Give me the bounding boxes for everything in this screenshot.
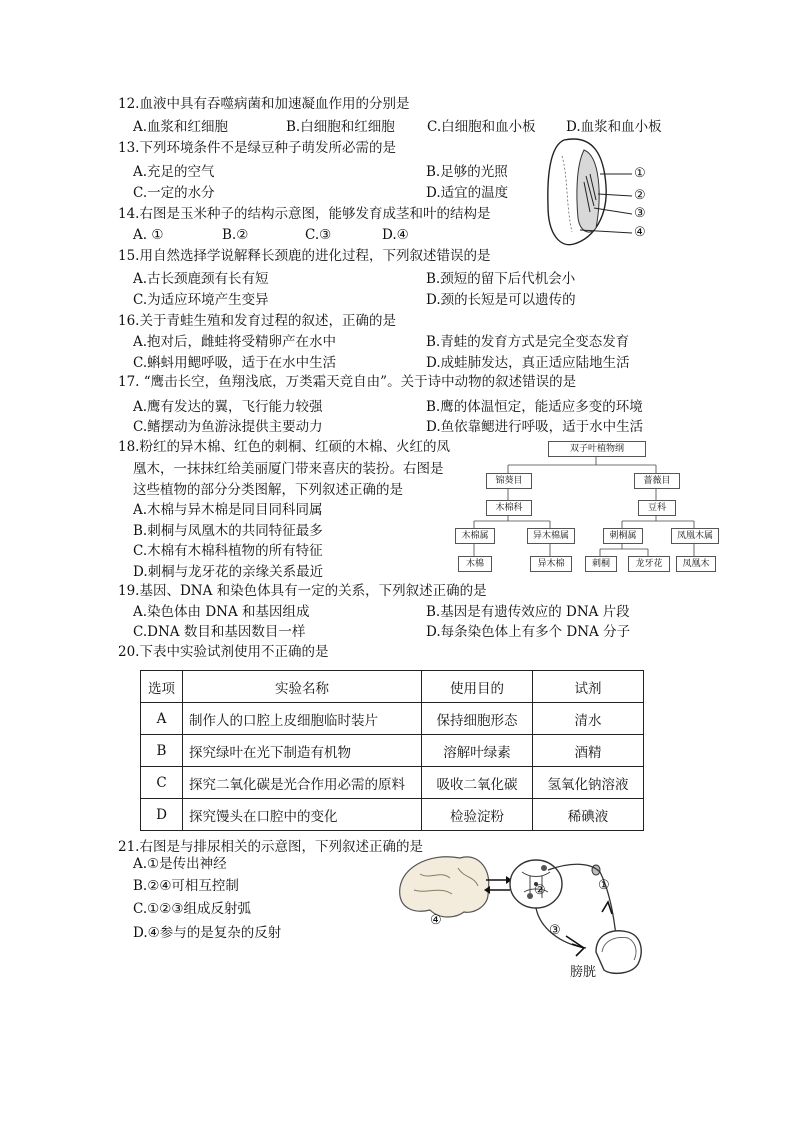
q12-stem: 12.血液中具有吞噬病菌和加速凝血作用的分别是	[118, 96, 410, 112]
q17-stem: 17. “鹰击长空，鱼翔浅底，万类霜天竞自由”。关于诗中动物的叙述错误的是	[118, 374, 577, 390]
q14-option-a: A. ①	[133, 227, 164, 243]
taxonomy-class: 双子叶植物纲	[548, 441, 646, 457]
q19-stem: 19.基因、DNA 和染色体具有一定的关系，下列叙述正确的是	[118, 583, 487, 599]
q13-option-b: B.足够的光照	[426, 164, 508, 180]
q17-option-a: A.鹰有发达的翼，飞行能力较强	[133, 399, 323, 415]
q17-option-b: B.鹰的体温恒定，能适应多变的环境	[426, 399, 643, 415]
taxonomy-family-1: 木棉科	[486, 500, 532, 516]
taxonomy-species-5: 凤凰木	[676, 556, 716, 572]
reflex-label-2: ②	[534, 883, 546, 898]
table-cell: 吸收二氧化碳	[422, 767, 533, 799]
q18-option-b: B.刺桐与凤凰木的共同特征最多	[133, 523, 323, 539]
table-cell: 保持细胞形态	[422, 703, 533, 735]
table-cell: 稀碘液	[533, 799, 644, 831]
q14-option-d: D.④	[382, 227, 409, 243]
q15-option-a: A.古长颈鹿颈有长有短	[133, 271, 269, 287]
q17-option-d: D.鱼依靠鳃进行呼吸，适于水中生活	[426, 419, 644, 435]
q12-option-b: B.白细胞和红细胞	[286, 119, 395, 135]
table-header-row	[141, 671, 644, 703]
q17-option-c: C.鳍摆动为鱼游泳提供主要动力	[133, 419, 323, 435]
table-row	[141, 767, 644, 799]
q16-option-a: A.抱对后，雌蛙将受精卵产在水中	[133, 334, 337, 350]
q21-stem: 21.右图是与排尿相关的示意图，下列叙述正确的是	[118, 839, 423, 855]
q16-option-d: D.成蛙肺发达，真正适应陆地生活	[426, 355, 630, 371]
taxonomy-family-2: 豆科	[638, 500, 676, 516]
table-cell: 探究二氧化碳是光合作用必需的原料	[183, 767, 422, 799]
table-header: 使用目的	[422, 671, 533, 703]
brain-shape	[400, 857, 489, 917]
table-cell: 清水	[533, 703, 644, 735]
taxonomy-species-3: 刺桐	[585, 556, 617, 572]
q14-option-c: C.③	[305, 227, 332, 243]
q21-option-c: C.①②③组成反射弧	[133, 901, 251, 917]
seed-label-4: ④	[634, 225, 646, 240]
taxonomy-genus-3: 刺桐属	[603, 528, 643, 544]
q13-option-a: A.充足的空气	[133, 164, 215, 180]
table-cell: 氢氧化钠溶液	[533, 767, 644, 799]
q12-option-a: A.血浆和红细胞	[133, 119, 229, 135]
reflex-label-4: ④	[430, 913, 442, 928]
table-cell: B	[141, 735, 183, 767]
taxonomy-order-2: 蔷薇目	[634, 473, 680, 489]
q13-option-c: C.一定的水分	[133, 185, 215, 201]
table-row	[141, 703, 644, 735]
q19-option-a: A.染色体由 DNA 和基因组成	[133, 604, 310, 620]
q12-option-c: C.白细胞和血小板	[427, 119, 536, 135]
table-cell: 酒精	[533, 735, 644, 767]
reagent-table	[140, 670, 644, 831]
q15-option-b: B.颈短的留下后代机会小	[426, 271, 576, 287]
q15-option-c: C.为适应环境产生变异	[133, 292, 269, 308]
q16-option-b: B.青蛙的发育方式是完全变态发育	[426, 334, 630, 350]
taxonomy-species-1: 木棉	[458, 556, 492, 572]
q21-option-a: A.①是传出神经	[133, 856, 227, 872]
q19-option-b: B.基因是有遗传效应的 DNA 片段	[426, 604, 630, 620]
table-header: 选项	[141, 671, 183, 703]
table-cell: D	[141, 799, 183, 831]
table-row	[141, 799, 644, 831]
taxonomy-genus-4: 凤凰木属	[671, 528, 719, 544]
taxonomy-species-2: 异木棉	[530, 556, 572, 572]
q18-option-c: C.木棉有木棉科植物的所有特征	[133, 543, 323, 559]
table-cell: 溶解叶绿素	[422, 735, 533, 767]
table-cell: 检验淀粉	[422, 799, 533, 831]
q18-option-d: D.刺桐与龙牙花的亲缘关系最近	[133, 564, 324, 580]
q18-stem-line-3: 这些植物的部分分类图解，下列叙述正确的是	[133, 482, 403, 498]
taxonomy-genus-1: 木棉属	[455, 528, 495, 544]
table-header: 实验名称	[183, 671, 422, 703]
q15-stem: 15.用自然选择学说解释长颈鹿的进化过程，下列叙述错误的是	[118, 248, 491, 264]
q21-option-b: B.②④可相互控制	[133, 878, 239, 894]
taxonomy-species-4: 龙牙花	[628, 556, 670, 572]
reflex-label-3: ③	[549, 923, 561, 938]
table-header: 试剂	[533, 671, 644, 703]
q13-option-d: D.适宜的温度	[426, 185, 509, 201]
q16-stem: 16.关于青蛙生殖和发育过程的叙述，正确的是	[118, 313, 396, 329]
table-cell: 探究绿叶在光下制造有机物	[183, 735, 422, 767]
q12-option-d: D.血浆和血小板	[566, 119, 662, 135]
seed-label-2: ②	[634, 188, 646, 203]
seed-label-1: ①	[634, 166, 646, 181]
q13-stem: 13.下列环境条件不是绿豆种子萌发所必需的是	[118, 140, 396, 156]
q14-option-b: B.②	[222, 227, 249, 243]
seed-label-3: ③	[634, 206, 646, 221]
bladder-label: 膀胱	[570, 965, 597, 980]
q19-option-d: D.每条染色体上有多个 DNA 分子	[426, 624, 631, 640]
table-row	[141, 735, 644, 767]
taxonomy-order-1: 锦葵目	[486, 473, 532, 489]
bladder	[596, 931, 641, 974]
q18-option-a: A.木棉与异木棉是同目同科同属	[133, 502, 323, 518]
q21-option-d: D.④参与的是复杂的反射	[133, 925, 282, 941]
q16-option-c: C.蝌蚪用鳃呼吸，适于在水中生活	[133, 355, 337, 371]
q15-option-d: D.颈的长短是可以遗传的	[426, 292, 576, 308]
q18-stem-line-1: 18.粉红的异木棉、红色的刺桐、红硕的木棉、火红的凤	[118, 439, 450, 455]
table-cell: A	[141, 703, 183, 735]
q18-stem-line-2: 凰木，一抹抹红给美丽厦门带来喜庆的装扮。右图是	[133, 461, 444, 477]
table-cell: 探究馒头在口腔中的变化	[183, 799, 422, 831]
q20-stem: 20.下表中实验试剂使用不正确的是	[118, 644, 329, 660]
q19-option-c: C.DNA 数目和基因数目一样	[133, 624, 306, 640]
reflex-label-1: ①	[598, 878, 610, 893]
table-cell: 制作人的口腔上皮细胞临时装片	[183, 703, 422, 735]
table-cell: C	[141, 767, 183, 799]
taxonomy-genus-2: 异木棉属	[527, 528, 575, 544]
q14-stem: 14.右图是玉米种子的结构示意图，能够发育成茎和叶的结构是	[118, 206, 491, 222]
